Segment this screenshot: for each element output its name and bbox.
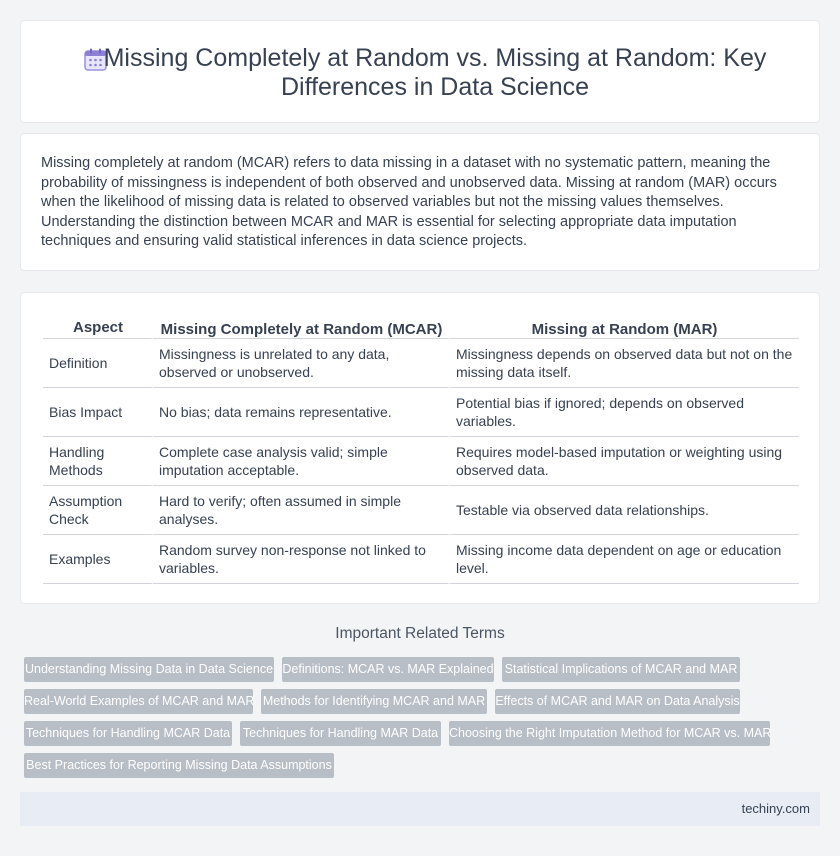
table-row	[43, 534, 799, 584]
row-aspect: Bias Impact	[43, 387, 153, 436]
comparison-table	[43, 313, 799, 584]
related-tag[interactable]: Understanding Missing Data in Data Science	[24, 657, 274, 682]
related-tag[interactable]: Effects of MCAR and MAR on Data Analysis	[495, 689, 740, 714]
related-tag[interactable]: Definitions: MCAR vs. MAR Explained	[282, 657, 494, 682]
title-wrap	[81, 44, 789, 102]
related-tag[interactable]: Best Practices for Reporting Missing Data Assumptions	[24, 753, 334, 778]
row-mar: Missingness depends on observed data but not on the missing data itself.	[450, 338, 799, 387]
related-tag[interactable]: Methods for Identifying MCAR and MAR	[261, 689, 487, 714]
related-tag[interactable]: Real-World Examples of MCAR and MAR	[24, 689, 253, 714]
row-mcar: No bias; data remains representative.	[153, 387, 450, 436]
header-mcar: Missing Completely at Random (MCAR)	[160, 321, 443, 338]
row-mar: Missing income data dependent on age or education level.	[450, 534, 799, 584]
row-aspect: Examples	[43, 534, 153, 584]
row-mcar: Complete case analysis valid; simple imputation acceptable.	[153, 436, 450, 485]
table-row	[43, 485, 799, 534]
related-tag[interactable]: Techniques for Handling MCAR Data	[24, 721, 232, 746]
row-mcar: Random survey non-response not linked to variables.	[153, 534, 450, 584]
row-mar: Requires model-based imputation or weighting using observed data.	[450, 436, 799, 485]
intro-paragraph: Missing completely at random (MCAR) refers to data missing in a dataset with no systematic pattern, meaning the probability of missingness is independent of both observed and unobserved data. Missing at random (MAR) occurs when the likelihood of missing data is related to observed variables but not the missing values themselves. Understanding the distinction between MCAR and MAR is essential for selecting appropriate data imputation techniques and ensuring valid statistical inferences in data science projects.	[41, 155, 777, 249]
row-aspect: Handling Methods	[43, 436, 153, 485]
intro-card	[20, 133, 820, 271]
table-row	[43, 387, 799, 436]
row-aspect: Assumption Check	[43, 485, 153, 534]
row-mar: Testable via observed data relationships.	[450, 485, 799, 534]
related-tag[interactable]: Techniques for Handling MAR Data	[240, 721, 441, 746]
header-aspect: Aspect	[72, 319, 124, 336]
page-title: Missing Completely at Random vs. Missing at Random: Key Differences in Data Science	[103, 44, 767, 101]
footer	[20, 792, 820, 826]
table-header-row	[43, 313, 799, 338]
title-card	[20, 20, 820, 123]
row-mar: Potential bias if ignored; depends on observed variables.	[450, 387, 799, 436]
related-terms-heading: Important Related Terms	[335, 625, 505, 642]
related-tag[interactable]: Statistical Implications of MCAR and MAR	[502, 657, 740, 682]
comparison-table-card	[20, 292, 820, 604]
footer-site[interactable]: techiny.com	[741, 801, 810, 816]
header-mar: Missing at Random (MAR)	[531, 321, 718, 338]
table-row	[43, 436, 799, 485]
row-aspect: Definition	[43, 338, 153, 387]
related-tag[interactable]: Choosing the Right Imputation Method for MCAR vs. MAR	[449, 721, 770, 746]
table-row	[43, 338, 799, 387]
row-mcar: Missingness is unrelated to any data, observed or unobserved.	[153, 338, 450, 387]
row-mcar: Hard to verify; often assumed in simple analyses.	[153, 485, 450, 534]
